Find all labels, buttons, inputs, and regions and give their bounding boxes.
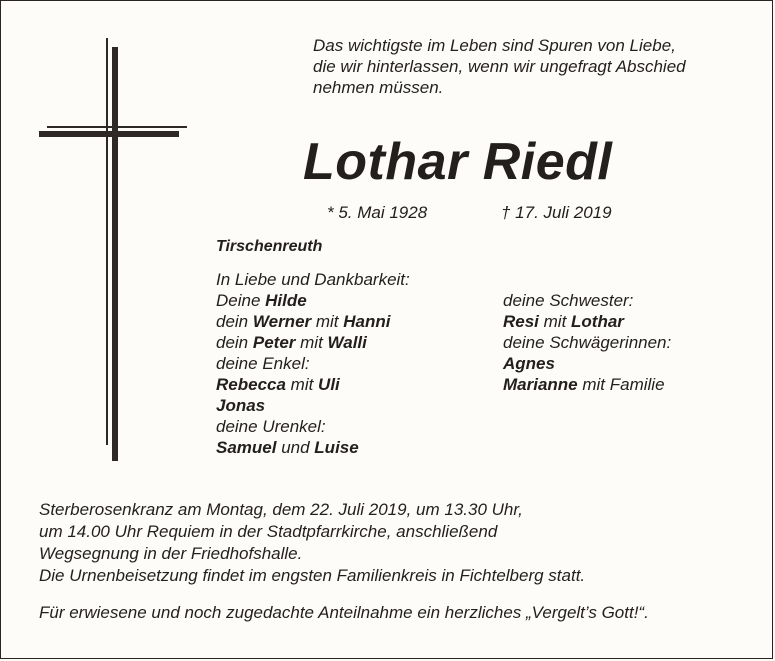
service-line: Sterberosenkranz am Montag, dem 22. Juli 2019, um 13.30 Uhr, (39, 500, 523, 519)
mourners-right-column (503, 290, 671, 395)
mourner-line: Resi mit Lothar (503, 312, 624, 331)
closing-thanks: Für erwiesene und noch zugedachte Anteilnahme ein herzliches „Vergelt’s Gott!“. (39, 603, 649, 622)
cross-icon-horizontal (39, 131, 179, 137)
mourner-group-label: deine Enkel: (216, 354, 310, 373)
service-details (39, 499, 759, 587)
mourner-group-label: deine Schwester: (503, 291, 634, 310)
cross-icon-horizontal-thin (47, 126, 187, 128)
service-line: Wegsegnung in der Friedhofshalle. (39, 544, 303, 563)
cross-icon-vertical-thin (106, 38, 108, 445)
mourner-line: Marianne mit Familie (503, 375, 665, 394)
service-line: Die Urnenbeisetzung findet im engsten Familienkreis in Fichtelberg statt. (39, 566, 586, 585)
mourner-group-label: deine Schwägerinnen: (503, 333, 672, 352)
service-line: um 14.00 Uhr Requiem in der Stadtpfarrkirche, anschließend (39, 522, 498, 541)
cross-icon-vertical (112, 47, 118, 461)
mourner-line: Samuel und Luise (216, 438, 359, 457)
hometown: Tirschenreuth (216, 238, 323, 255)
motto-quote: Das wichtigste im Leben sind Spuren von Liebe, die wir hinterlassen, wenn wir ungefragt Abschied nehmen müssen. (313, 36, 686, 97)
mourner-line: Deine Hilde (216, 291, 307, 310)
mourner-line: Jonas (216, 396, 266, 415)
mourner-line: dein Werner mit Hanni (216, 312, 391, 331)
deceased-name: Lothar Riedl (303, 133, 613, 191)
mourner-line: Rebecca mit Uli (216, 375, 340, 394)
mourner-line: Agnes (503, 354, 555, 373)
mourners-intro: In Liebe und Dankbarkeit: (216, 270, 410, 289)
mourner-group-label: deine Urenkel: (216, 417, 326, 436)
mourner-line: dein Peter mit Walli (216, 333, 367, 352)
birth-date: * 5. Mai 1928 (327, 203, 428, 222)
death-date: † 17. Juli 2019 (501, 203, 612, 222)
mourners-left-column (216, 269, 410, 458)
